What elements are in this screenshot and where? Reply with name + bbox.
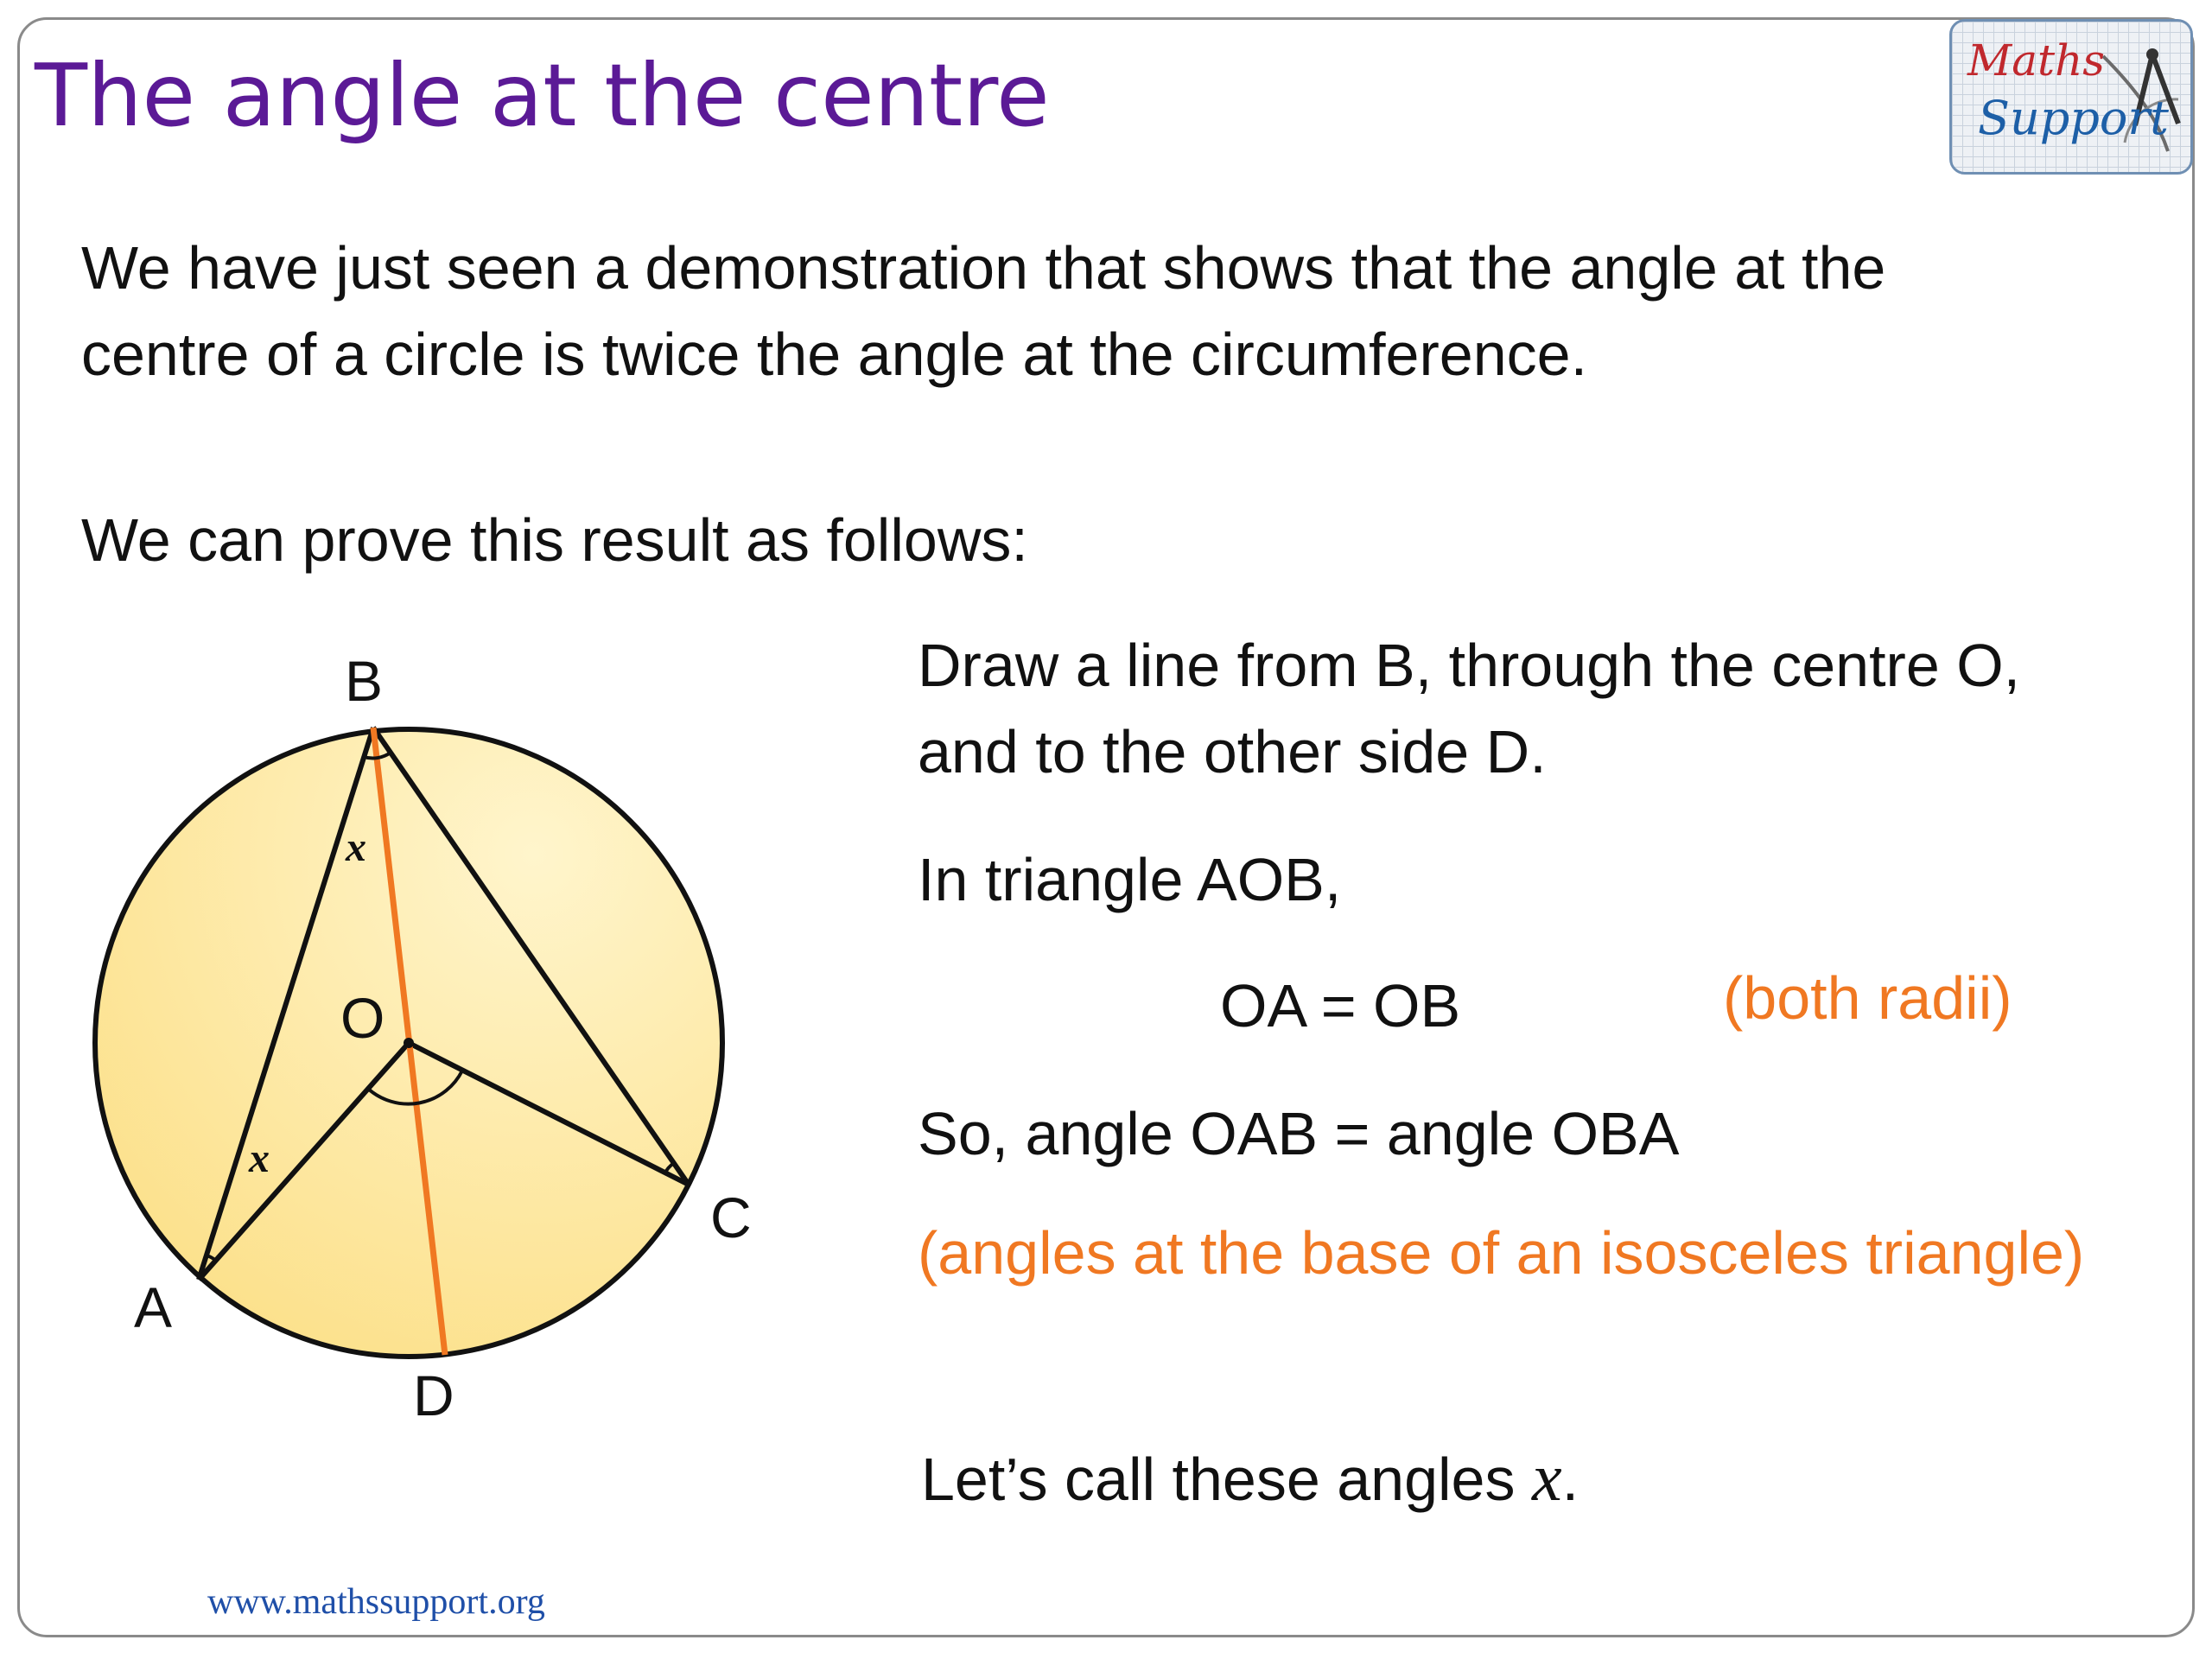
logo-text-maths: Maths [1967, 35, 2105, 86]
maths-support-logo [1949, 19, 2193, 175]
intro-line-1: We have just seen a demonstration that shows that the angle at the [81, 234, 1886, 302]
centre-point [404, 1038, 414, 1048]
proof-step-equation: OA = OB [1220, 972, 1461, 1039]
intro-paragraph [81, 225, 1885, 397]
point-label-b: B [345, 649, 384, 713]
proof-step-triangle: In triangle AOB, [918, 846, 1342, 913]
intro-line-2: centre of a circle is twice the angle at the circumference. [81, 321, 1588, 388]
circle-theorem-diagram [52, 631, 812, 1434]
point-label-o: O [340, 986, 385, 1050]
step5-prefix: Let’s call these angles [921, 1446, 1532, 1513]
point-label-c: C [710, 1185, 752, 1249]
angle-label-x-bottom: x [249, 1135, 270, 1181]
proof-note-radii: (both radii) [1723, 964, 2012, 1032]
angle-label-x-top: x [346, 824, 366, 870]
footer-website[interactable]: www.mathssupport.org [207, 1582, 545, 1622]
slide-title: The angle at the centre [35, 45, 1050, 146]
step1-line-1: Draw a line from B, through the centre O, [918, 632, 2021, 699]
proof-step-draw-line [918, 622, 2020, 795]
step5-variable: x [1531, 1440, 1562, 1515]
proof-step-angles-equal: So, angle OAB = angle OBA [918, 1100, 1680, 1167]
logo-text-support: Support [1978, 91, 2169, 145]
point-label-d: D [413, 1363, 454, 1427]
step1-line-2: and to the other side D. [918, 718, 1547, 785]
prove-statement: We can prove this result as follows: [81, 506, 1028, 574]
step5-suffix: . [1561, 1446, 1580, 1513]
proof-note-isosceles: (angles at the base of an isosceles triangle) [918, 1219, 2085, 1287]
point-label-a: A [134, 1275, 173, 1339]
proof-step-call-angles [921, 1434, 1579, 1522]
compass-protractor-icon [1952, 22, 2193, 175]
